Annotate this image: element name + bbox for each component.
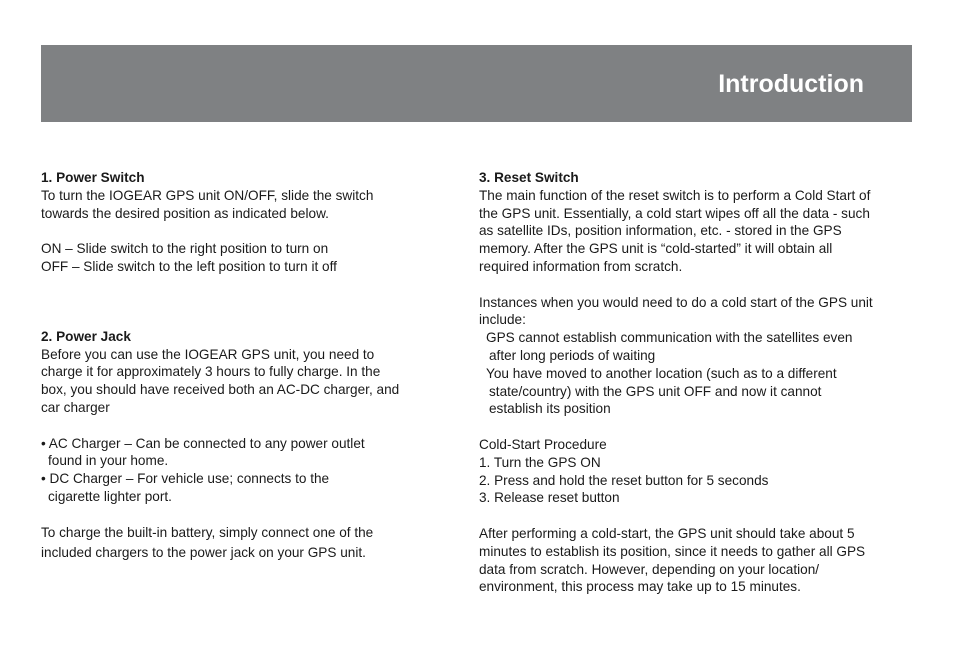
paragraph-line: Before you can use the IOGEAR GPS unit, you need to xyxy=(41,346,375,362)
header-banner xyxy=(41,45,912,122)
list-line: You have moved to another location (such as to a different xyxy=(486,365,837,381)
paragraph-line: The main function of the reset switch is to perform a Cold Start of xyxy=(479,187,871,203)
paragraph-line: car charger xyxy=(41,399,110,415)
list-line: GPS cannot establish communication with the satellites even xyxy=(486,330,853,346)
paragraph-line: data from scratch. However, depending on your location/ xyxy=(479,561,820,577)
paragraph-line: included chargers to the power jack on your GPS unit. xyxy=(41,545,366,561)
paragraph-line: After performing a cold-start, the GPS unit should take about 5 xyxy=(479,525,855,541)
paragraph-line: towards the desired position as indicated below. xyxy=(41,205,329,221)
section-heading: 3. Reset Switch xyxy=(479,170,579,185)
section-heading: 1. Power Switch xyxy=(41,170,145,185)
procedure-step: 1. Turn the GPS ON xyxy=(479,454,601,470)
instances-list xyxy=(479,329,909,418)
paragraph-line: To turn the IOGEAR GPS unit ON/OFF, slide the switch xyxy=(41,187,374,203)
paragraph-line: charge it for approximately 3 hours to fully charge. In the xyxy=(41,364,381,380)
bullet-line: found in your home. xyxy=(48,453,169,469)
paragraph-line: include: xyxy=(479,312,526,328)
paragraph-line: required information from scratch. xyxy=(479,258,683,274)
section-heading: 2. Power Jack xyxy=(41,328,131,344)
list-line: state/country) with the GPS unit OFF and now it cannot xyxy=(489,383,822,399)
paragraph-line: To charge the built-in battery, simply connect one of the xyxy=(41,524,374,540)
right-column xyxy=(479,169,909,596)
list-item xyxy=(41,435,441,471)
paragraph-line: box, you should have received both an AC-DC charger, and xyxy=(41,382,400,398)
procedure-title: Cold-Start Procedure xyxy=(479,436,607,452)
on-instruction: ON – Slide switch to the right position to turn on xyxy=(41,241,329,257)
off-instruction: OFF – Slide switch to the left position to turn it off xyxy=(41,258,337,274)
bullet-line: • DC Charger – For vehicle use; connects to the xyxy=(41,471,330,487)
list-line: after long periods of waiting xyxy=(489,347,656,363)
power-jack-section xyxy=(41,328,441,562)
list-line: establish its position xyxy=(489,401,611,417)
procedure-step: 3. Release reset button xyxy=(479,490,620,506)
paragraph-line: Instances when you would need to do a cold start of the GPS unit xyxy=(479,294,873,310)
bullet-line: • AC Charger – Can be connected to any power outlet xyxy=(41,435,365,451)
paragraph-line: memory. After the GPS unit is “cold-started” it will obtain all xyxy=(479,241,833,257)
left-column xyxy=(41,169,441,562)
charger-list xyxy=(41,435,441,506)
paragraph-line: environment, this process may take up to 15 minutes. xyxy=(479,579,801,595)
paragraph-line: minutes to establish its position, since it needs to gather all GPS xyxy=(479,543,866,559)
cold-start-procedure xyxy=(479,436,909,507)
power-switch-section xyxy=(41,169,441,276)
paragraph-line: the GPS unit. Essentially, a cold start wipes off all the data - such xyxy=(479,205,870,221)
reset-switch-section xyxy=(479,169,909,596)
list-item xyxy=(479,365,909,418)
page-title: Introduction xyxy=(718,70,864,98)
list-item xyxy=(41,470,441,506)
procedure-step: 2. Press and hold the reset button for 5 seconds xyxy=(479,472,769,488)
list-item xyxy=(479,329,909,365)
bullet-line: cigarette lighter port. xyxy=(48,488,172,504)
paragraph-line: as satellite IDs, position information, etc. - stored in the GPS xyxy=(479,223,842,239)
